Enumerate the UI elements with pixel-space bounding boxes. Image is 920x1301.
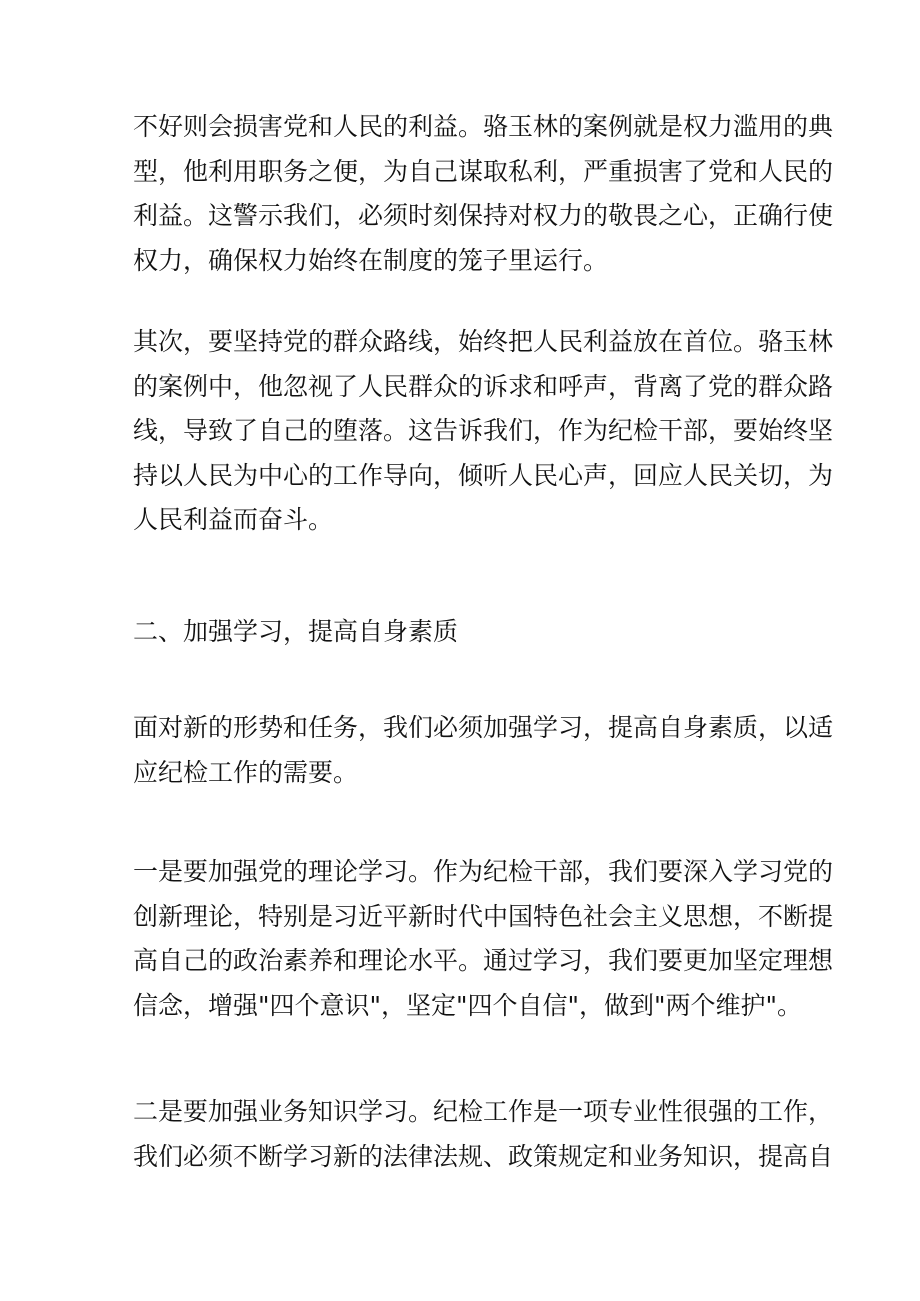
text-line: 利益。这警示我们，必须时刻保持对权力的敬畏之心，正确行使 (133, 201, 834, 230)
text-line: 创新理论，特别是习近平新时代中国特色社会主义思想，不断提 (133, 901, 834, 931)
text-line: 应纪检工作的需要。 (133, 757, 359, 787)
text-line: 不好则会损害党和人民的利益。骆玉林的案例就是权力滥用的典 (133, 112, 834, 141)
text-line: 人民利益而奋斗。 (133, 505, 334, 534)
text-line: 持以人民为中心的工作导向，倾听人民心声，回应人民关切，为 (133, 460, 834, 490)
paragraph-study-intro (133, 706, 834, 795)
text-line: 其次，要坚持党的群众路线，始终把人民利益放在首位。骆玉林 (133, 327, 834, 356)
text-line: 权力，确保权力始终在制度的笼子里运行。 (133, 245, 609, 275)
text-line: 型，他利用职务之便，为自己谋取私利，严重损害了党和人民的 (133, 156, 834, 186)
text-line: 面对新的形势和任务，我们必须加强学习，提高自身素质，以适 (133, 713, 834, 742)
text-line: 我们必须不断学习新的法律法规、政策规定和业务知识，提高自 (133, 1141, 834, 1171)
text-line: 高自己的政治素养和理论水平。通过学习，我们要更加坚定理想 (133, 946, 834, 975)
text-line: 信念，增强"四个意识"，坚定"四个自信"，做到"两个维护"。 (133, 990, 802, 1020)
paragraph-theory-study (133, 850, 834, 1028)
heading-text: 二、加强学习，提高自身素质 (133, 617, 459, 646)
text-line: 的案例中，他忽视了人民群众的诉求和呼声，背离了党的群众路 (133, 371, 834, 401)
paragraph-power-abuse (133, 105, 834, 283)
paragraph-business-study (133, 1090, 834, 1179)
text-line: 一是要加强党的理论学习。作为纪检干部，我们要深入学习党的 (133, 857, 834, 886)
text-line: 二是要加强业务知识学习。纪检工作是一项专业性很强的工作， (133, 1097, 834, 1126)
paragraph-mass-line (133, 320, 834, 543)
section-heading (133, 610, 793, 655)
text-line: 线，导致了自己的堕落。这告诉我们，作为纪检干部，要始终坚 (133, 416, 834, 445)
